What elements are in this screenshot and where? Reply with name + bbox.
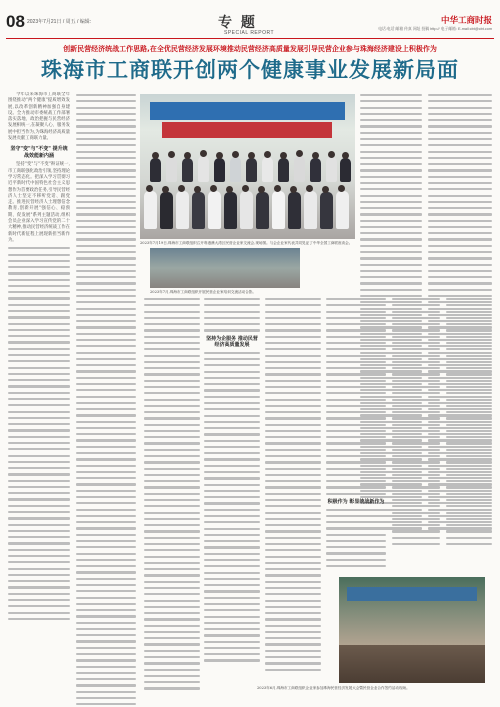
audience-area [339,645,485,683]
event-photo-signing [339,577,485,683]
people-row-back [144,152,351,182]
column-8 [326,298,386,573]
intro-paragraph: 今年以来珠海市工商联全年围绕推动"两个健康"提质增效发展,以改革创新精神加强自身建设。全力推动市委统战工作部署落实落地、政治把握与民营经济发展相统一,在凝聚人心、服务发展中担当作为,为珠海经济高质量发展贡献工商联力量。 [8,92,70,142]
column-1 [8,92,70,692]
column-6 [204,298,260,693]
section-title: 专 题 [218,15,257,31]
column-8-lines-b [326,509,386,568]
section-heading-2: 坚持为企服务 推动民营经济高质量发展 [206,335,258,349]
article-subheadline: 创新民营经济统战工作思路,在全优民营经济发展环境推动民营经济高质量发展引导民营企业参与珠海经济建设上积极作为 [63,45,437,53]
page-number: 08 [6,12,25,31]
newspaper-masthead: 中华工商时报 [440,16,492,26]
people-row-front [144,189,351,229]
photo-caption-bottom: 2023年6月,珠海市工商联组织企业家参加珠海民营经济发展大会暨民营企业合作签约活动现场。 [257,686,410,690]
column-6-lines-b [204,352,260,662]
event-backdrop [347,587,477,601]
photo-caption-middle: 2023年7月,珠海市工商联组织开展民营企业家培训交流活动合影。 [150,290,257,294]
column-7-text [265,298,321,675]
group-photo-award-ceremony [140,94,355,239]
publication-date: 2023年7月21日 / 周五 / 编辑: [27,19,92,25]
column-6-lines-a [204,298,260,332]
header-rule [6,38,494,39]
column-2-text [76,94,136,707]
photo-caption-top: 2023年7月19日,珠海市工商联组织召开粤港澳大湾区民营企业家交流会,现场图。与会企业家代表共同见证了中华全国工商联座谈会。 [140,241,353,245]
column-5-text [144,298,200,694]
article-headline: 珠海市工商联开创两个健康事业发展新局面 [41,58,459,82]
column-8-lines-a [326,298,386,495]
text-lines [8,247,70,620]
section-heading-1: 坚守"变"与"不变" 提升统战效能新内涵 [10,146,68,159]
contact-line: 电话:电话 邮箱 传真 网址 投稿 http:// 电子邮箱: E-mail:cbt@cbt.com [378,27,492,31]
column-9-text [392,298,440,549]
stage-banner-red [162,122,332,138]
page-header [0,0,500,40]
column-10-text [446,298,492,549]
body-paragraph: 坚持"变"与"不变"辩证统一,市工商联强化政治引领,坚持理论学习常态化。把深入学习贯彻习近平新时代中国特色社会主义思想作为首要政治任务,引导民营经济人士坚定不移听党话、跟党走。推进民营经济人士理想信念教育,创新开展"强信心、稳预期、促发展"系列主题活动,组织会员企业深入学习宣传党的二十大精神,推动民营经济统战工作在新时代新征程上展现新担当新作为。 [8,162,70,243]
group-photo-training [150,248,300,288]
section-subtitle: SPECIAL REPORT [224,30,275,36]
section-heading-3: 积极作为 彰显统战新作为 [327,499,385,505]
stage-banner-blue [150,102,345,120]
